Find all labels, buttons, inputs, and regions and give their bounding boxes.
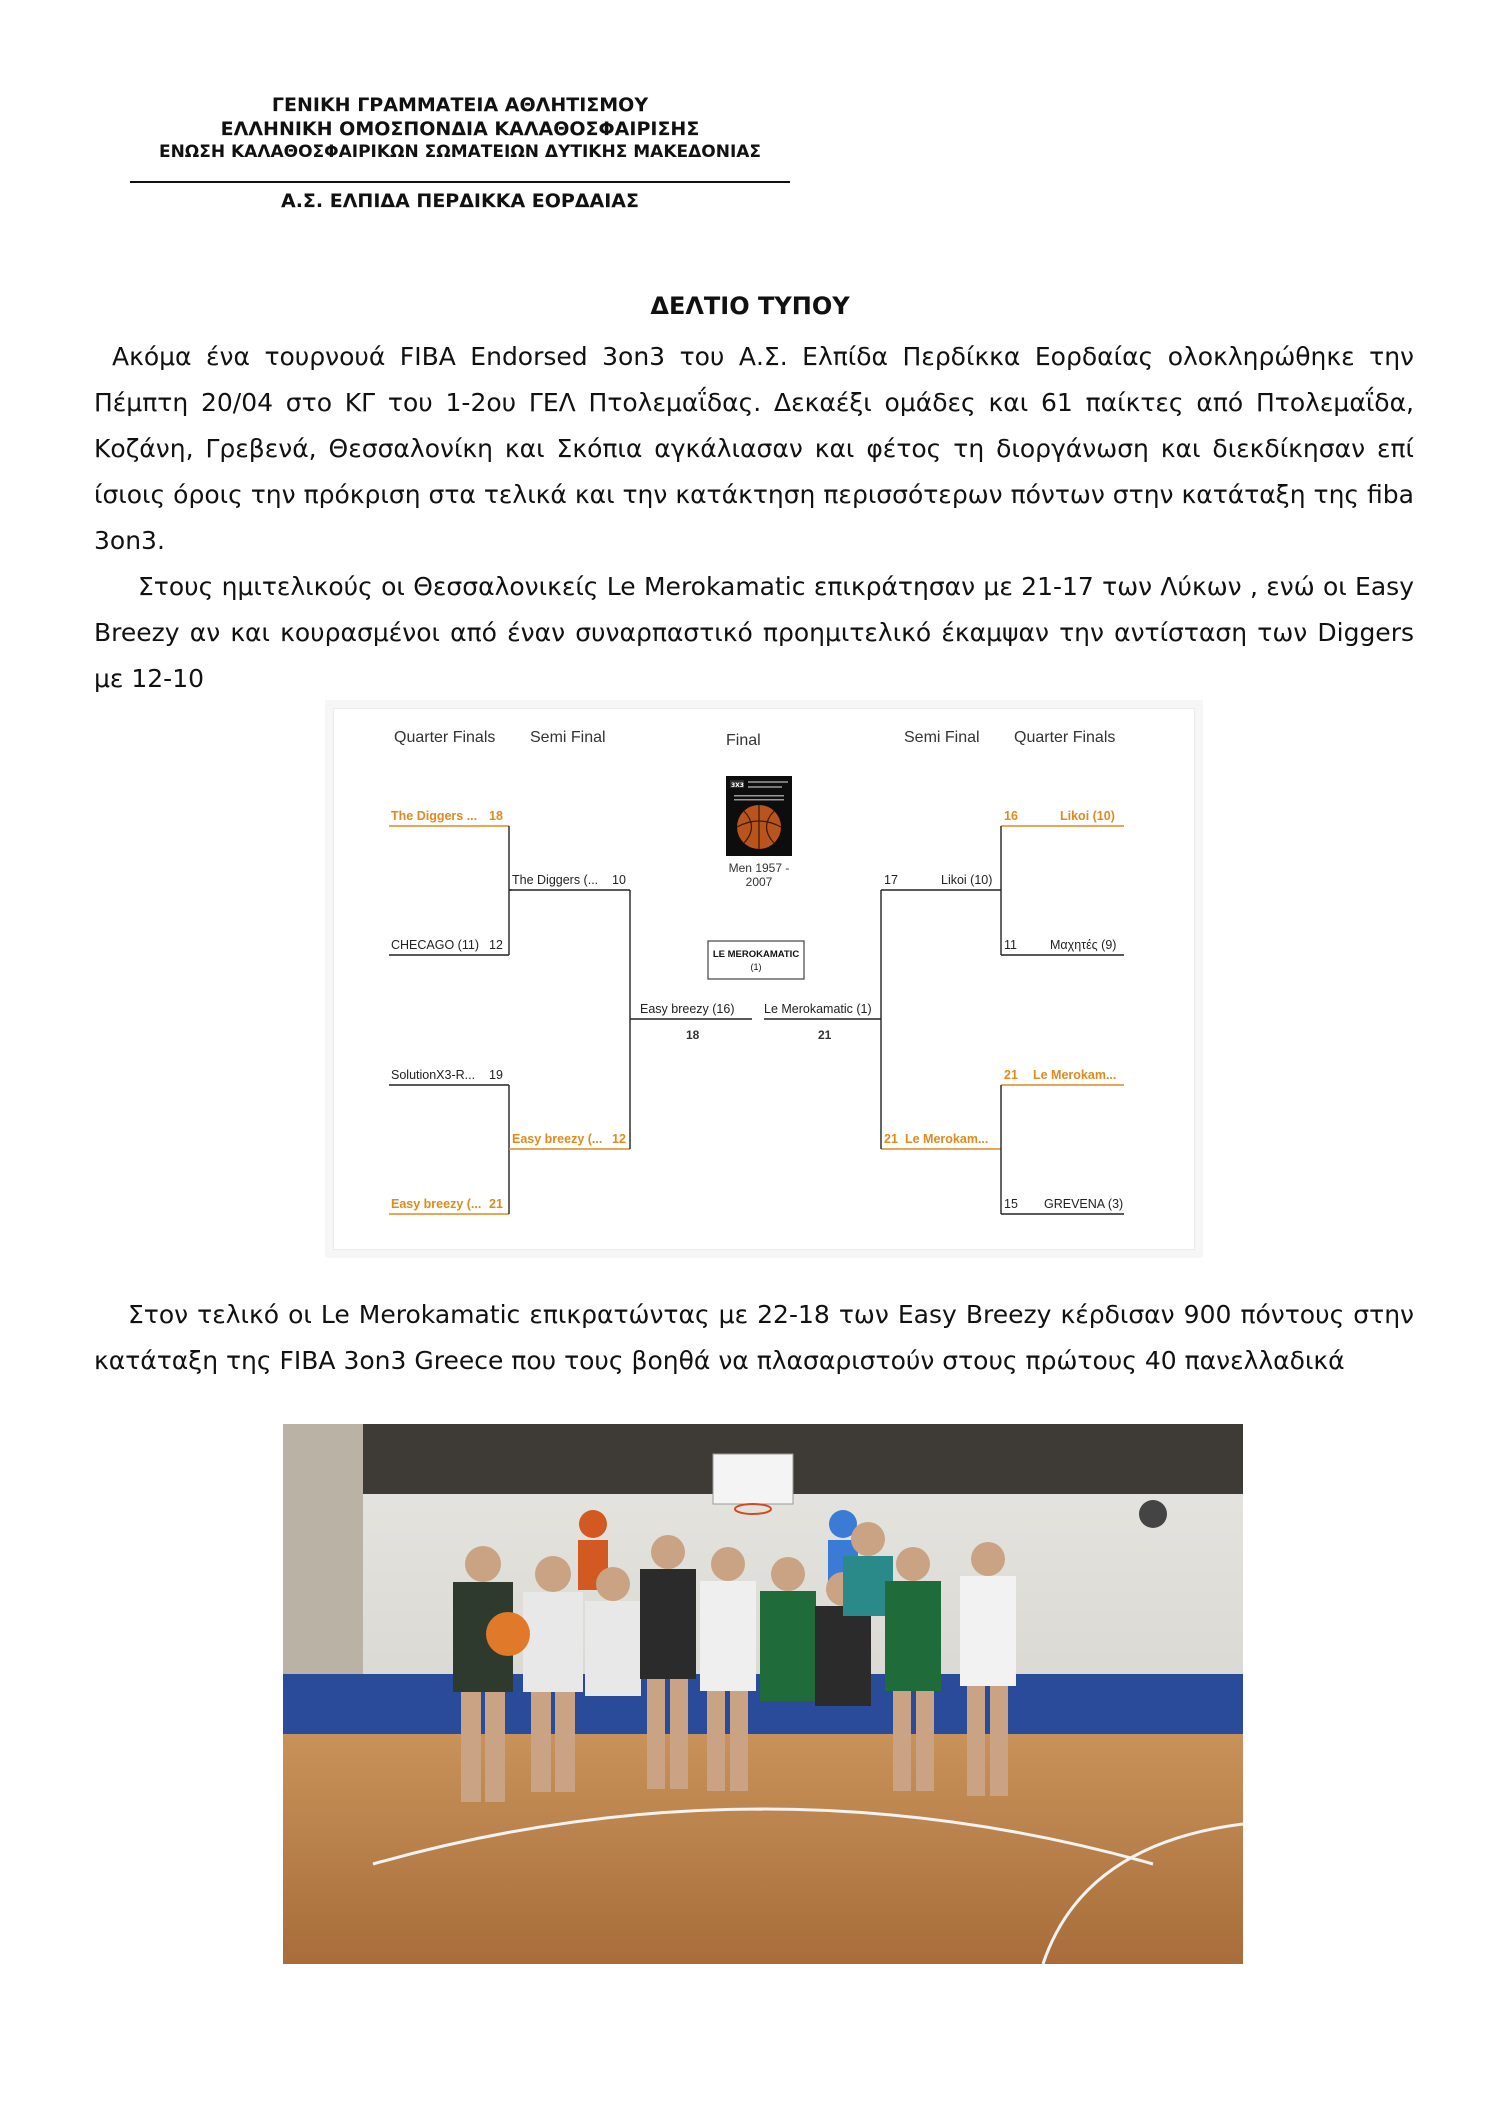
team-name: Easy breezy (... [512,1132,603,1146]
team-score: 21 [884,1132,898,1146]
team-name: CHECAGO (11) [391,938,479,952]
category-line-2: 2007 [745,875,773,889]
bracket-graphic [334,709,1194,1249]
team-name: GREVENA (3) [1044,1197,1124,1211]
round-label-sf-left: Semi Final [530,729,606,746]
team-score: 18 [489,809,503,823]
paragraph-semifinals: Στους ημιτελικούς οι Θεσσαλονικείς Le Merokamatic επικράτησαν με 21-17 των Λύκων , ενώ οι Easy Breezy αν και κουρασμένοι από έναν συναρπαστικό προημιτελικό έκαμψαν την αντίσταση των Diggers με 12-10 [94,572,1414,693]
header-union-name: ΕΝΩΣΗ ΚΑΛΑΘΟΣΦΑΙΡΙΚΩΝ ΣΩΜΑΤΕΙΩΝ ΔΥΤΙΚΗΣ ΜΑΚΕΔΟΝΙΑΣ [158,142,762,162]
category-line-1: Men 1957 - [728,861,790,875]
champion-box [708,941,804,979]
tournament-poster-icon [726,776,792,856]
final-team-left: Easy breezy (16) [640,1002,735,1016]
team-score: 21 [489,1197,503,1211]
team-name: The Diggers (... [512,873,599,887]
team-name: Likoi (10) [1060,809,1115,823]
team-name: Likoi (10) [941,873,993,887]
team-score: 21 [1004,1068,1018,1082]
round-label-qf-right: Quarter Finals [1014,729,1116,746]
team-name: Easy breezy (... [391,1197,482,1211]
tournament-bracket [333,708,1195,1250]
header-divider [130,181,790,183]
champion-name: LE MEROKAMATIC [712,949,800,960]
team-score: 19 [489,1068,503,1082]
header-federation-name: ΕΛΛΗΝΙΚΗ ΟΜΟΣΠΟΝΔΙΑ ΚΑΛΑΘΟΣΦΑΙΡΙΣΗΣ [220,118,700,140]
team-name: Le Merokam... [905,1132,989,1146]
champion-seed: (1) [750,962,762,972]
header-club-name: Α.Σ. ΕΛΠΙΔΑ ΠΕΡΔΙΚΚΑ ΕΟΡΔΑΙΑΣ [281,190,639,212]
team-score: 16 [1004,809,1018,823]
team-name: SolutionX3-R... [391,1068,476,1082]
round-label-sf-right: Semi Final [904,729,980,746]
team-photo-icon [283,1424,1243,1964]
paragraph-final: Στον τελικό οι Le Merokamatic επικρατώντας με 22-18 των Easy Breezy κέρδισαν 900 πόντους στην κατάταξη της FIBA 3on3 Greece που τους βοηθά να πλασαριστούν στους πρώτους 40 πανελλαδικά [94,1300,1414,1375]
team-score: 17 [884,873,898,887]
poster-logo: 3X3 [731,782,744,789]
team-photo [283,1424,1243,1964]
round-label-qf-left: Quarter Finals [394,729,496,746]
team-score: 11 [1004,938,1017,952]
team-score: 12 [489,938,503,952]
final-score-right: 21 [818,1028,832,1042]
team-score: 12 [612,1132,626,1146]
document-title: ΔΕΛΤΙΟ ΤΥΠΟΥ [650,292,850,320]
final-team-right: Le Merokamatic (1) [764,1002,872,1016]
paragraph-intro: Ακόμα ένα τουρνουά FIBA Endorsed 3on3 του Α.Σ. Ελπίδα Περδίκκα Εορδαίας ολοκληρώθηκε την Πέμπτη 20/04 στο ΚΓ του 1-2ου ΓΕΛ Πτολεμαΐδας. Δεκαέξι ομάδες και 61 παίκτες από Πτολεμαΐδα, Κοζάνη, Γρεβενά, Θεσσαλονίκη και Σκόπια αγκάλιασαν και φέτος τη διοργάνωση και διεκδίκησαν επί ίσιοις όροις την πρόκριση στα τελικά και την κατάκτηση περισσότερων πόντων στην κατάταξη της fiba 3on3. [94,342,1414,555]
team-name: Le Merokam... [1033,1068,1117,1082]
team-name: The Diggers ... [391,809,478,823]
header-federation-secretariat: ΓΕΝΙΚΗ ΓΡΑΜΜΑΤΕΙΑ ΑΘΛΗΤΙΣΜΟΥ [271,94,649,116]
round-label-final: Final [726,732,761,749]
team-score: 15 [1004,1197,1018,1211]
team-name: Μαχητές (9) [1050,938,1117,952]
team-score: 10 [612,873,626,887]
final-score-left: 18 [686,1028,700,1042]
